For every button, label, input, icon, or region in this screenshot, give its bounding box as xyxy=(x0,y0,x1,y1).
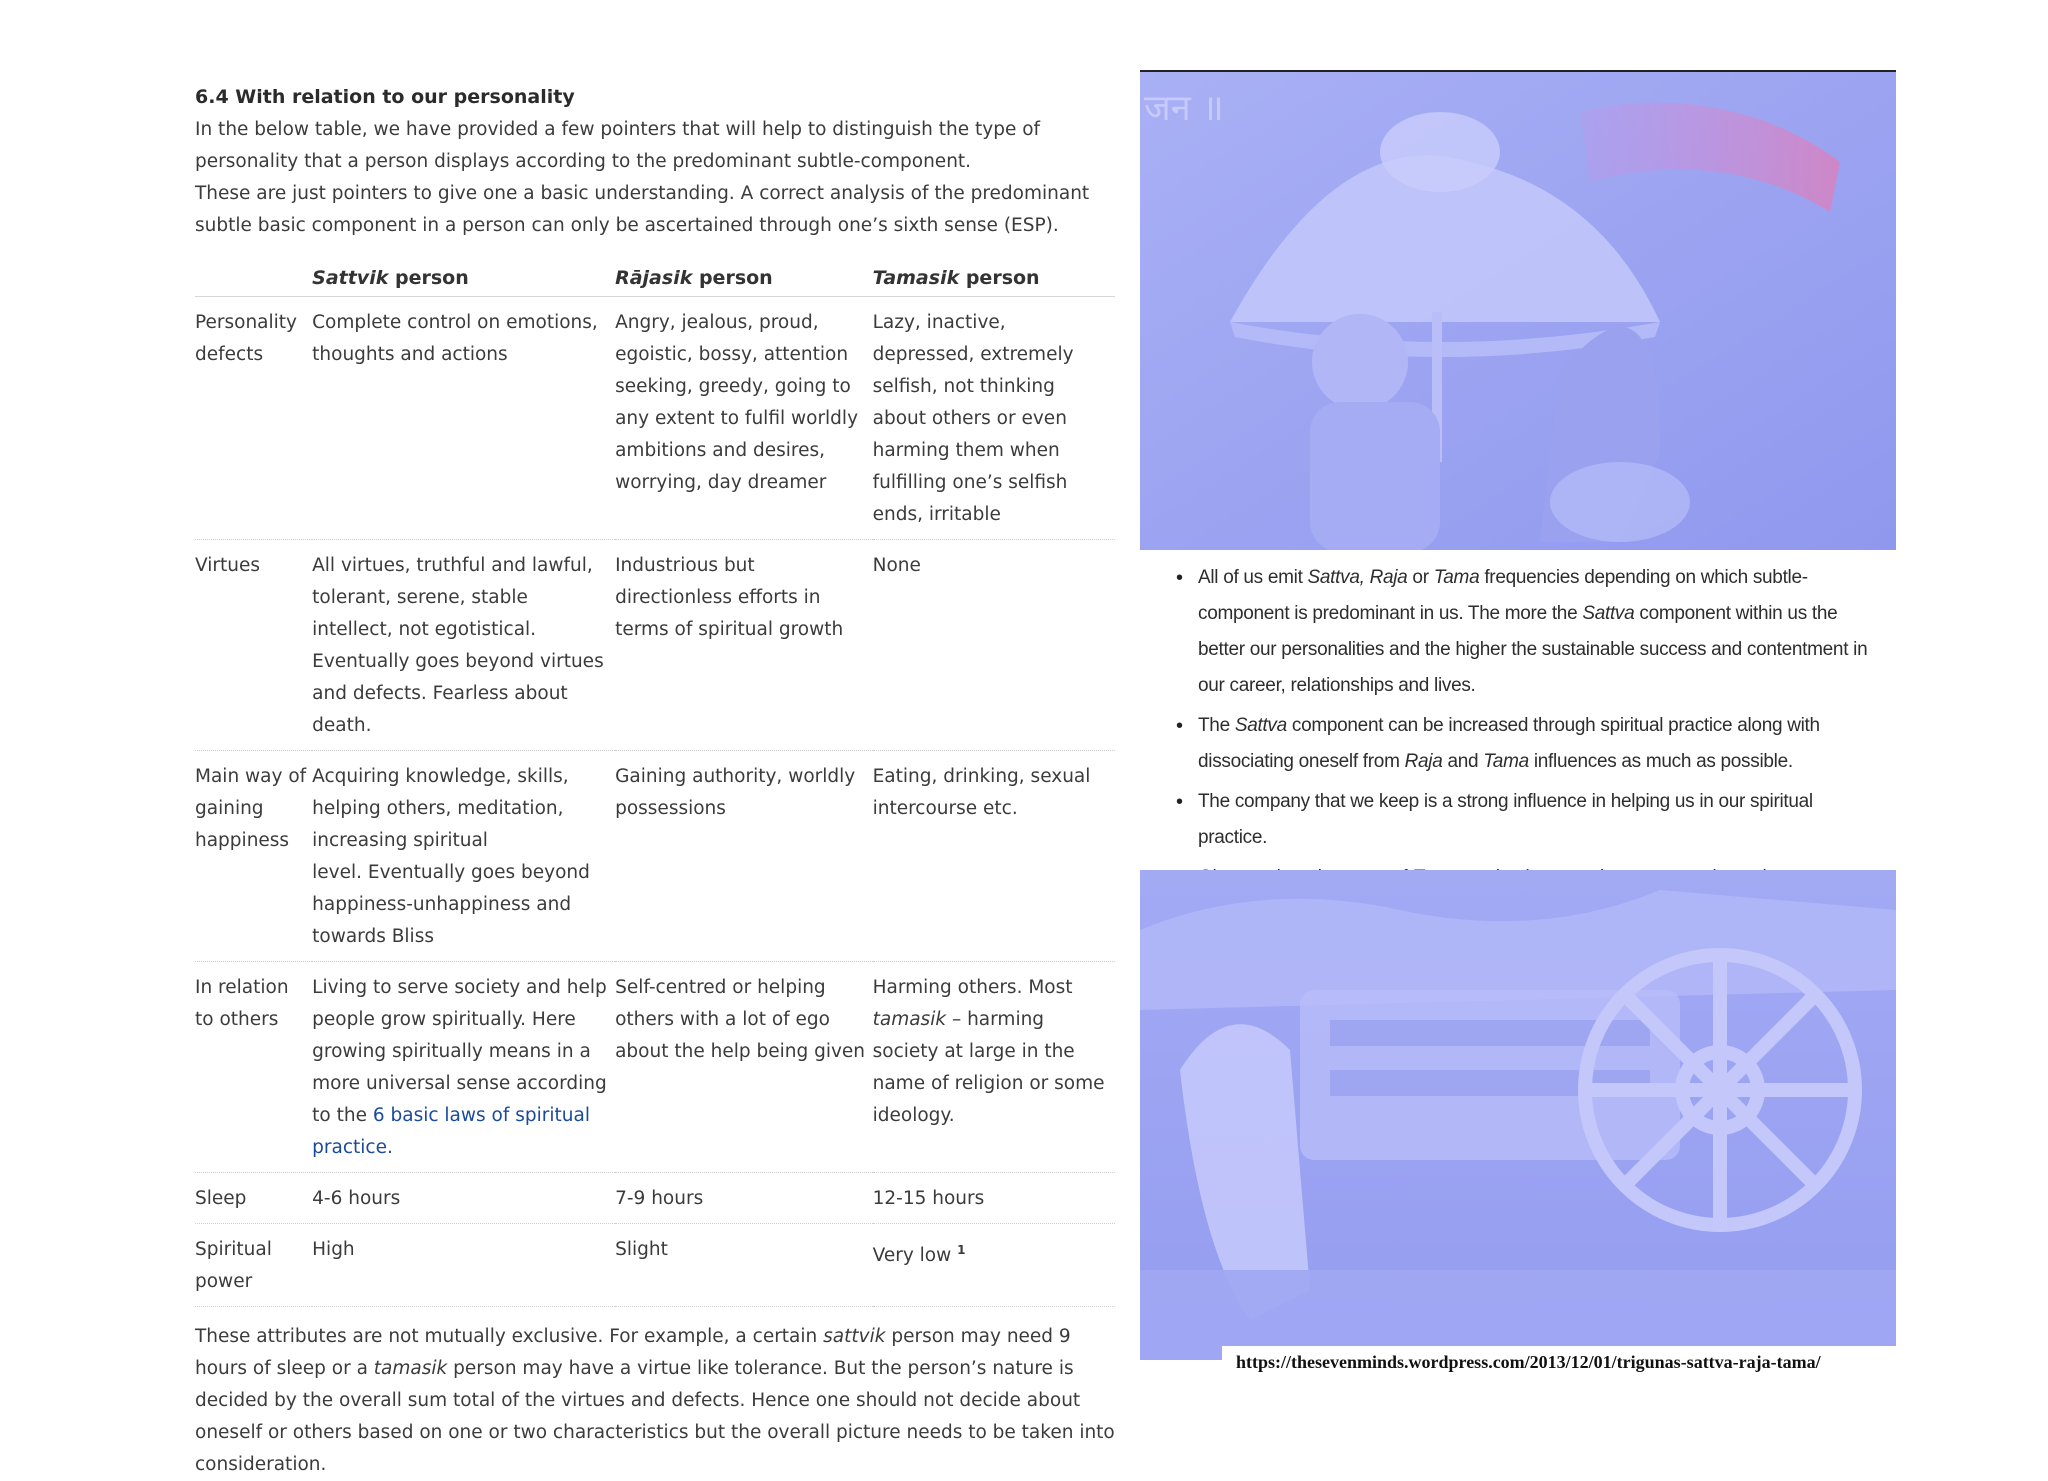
cell-sattvik: High xyxy=(312,1224,615,1307)
cell-rajasik: 7-9 hours xyxy=(615,1173,873,1224)
cell-tamasik: None xyxy=(873,540,1115,751)
closing-note: These attributes are not mutually exclusive. For example, a certain sattvik person may need 9 hours of sleep or a tamasik person may have a virtue like tolerance. But the person’s nature is decided by the overall sum total of the virtues and defects. Hence one should not decide about oneself or others based on one or two characteristics but the overall picture needs to be taken into consideration. xyxy=(195,1326,1115,1475)
cell-sattvik: Living to serve society and help people grow spiritually. Here growing spiritually means in a more universal sense according to the 6 basic laws of spiritual practice. xyxy=(312,962,615,1173)
chariot-umbrella-image xyxy=(1140,70,1896,550)
table-row xyxy=(195,1224,1115,1307)
cell-rajasik: Gaining authority, worldly possessions xyxy=(615,751,873,962)
header-sattvik: Sattvik person xyxy=(312,256,615,297)
chariot-wheel-image xyxy=(1140,870,1896,1360)
list-item: • All of us emit Sattva, Raja or Tama frequencies depending on which subtle-component is predominant in us. The more the Sattva component within us the better our personalities and the higher the sustainable success and contentment in our career, relationships and lives. xyxy=(1176,560,1876,704)
table-row xyxy=(195,962,1115,1173)
right-column xyxy=(1140,70,1896,848)
header-tamasik: Tamasik person xyxy=(873,256,1115,297)
spiritual-laws-link[interactable]: 6 basic laws of spiritual practice. xyxy=(312,1105,590,1158)
row-label: Personality defects xyxy=(195,297,312,540)
row-label: Main way of gaining happiness xyxy=(195,751,312,962)
table-row xyxy=(195,751,1115,962)
row-label: In relation to others xyxy=(195,962,312,1173)
source-url[interactable]: https://thesevenminds.wordpress.com/2013/12/01/trigunas-sattva-raja-tama/ xyxy=(1222,1346,1896,1378)
cell-sattvik: Acquiring knowledge, skills, helping others, meditation, increasing spiritual level. Eventually goes beyond happiness-unhappiness and towards Bliss xyxy=(312,751,615,962)
cell-sattvik: All virtues, truthful and lawful, tolerant, serene, stable intellect, not egotistical. Eventually goes beyond virtues and defects. Fearless about death. xyxy=(312,540,615,751)
cell-tamasik: Eating, drinking, sexual intercourse etc. xyxy=(873,751,1115,962)
row-label: Spiritual power xyxy=(195,1224,312,1307)
table-row xyxy=(195,540,1115,751)
row-label: Sleep xyxy=(195,1173,312,1224)
table-row xyxy=(195,1173,1115,1224)
footnote-marker[interactable]: 1 xyxy=(957,1243,966,1257)
cell-tamasik: 12-15 hours xyxy=(873,1173,1115,1224)
cell-tamasik: Harming others. Most tamasik – harming society at large in the name of religion or some ideology. xyxy=(873,962,1115,1173)
header-empty xyxy=(195,256,312,297)
cell-sattvik: Complete control on emotions, thoughts and actions xyxy=(312,297,615,540)
header-rajasik: Rājasik person xyxy=(615,256,873,297)
intro-paragraph-1: In the below table, we have provided a few pointers that will help to distinguish the type of personality that a person displays according to the predominant subtle-component. xyxy=(195,119,1041,172)
chariot-wheel-illustration xyxy=(1140,870,1896,1360)
cell-tamasik: Very low $^1$ xyxy=(873,1224,1115,1307)
row-label: Virtues xyxy=(195,540,312,751)
cell-tamasik: Lazy, inactive, depressed, extremely selfish, not thinking about others or even harming them when fulfilling one’s selfish ends, irritable xyxy=(873,297,1115,540)
cell-rajasik: Slight xyxy=(615,1224,873,1307)
chariot-umbrella-illustration xyxy=(1140,72,1896,550)
cell-sattvik: 4-6 hours xyxy=(312,1173,615,1224)
table-header-row xyxy=(195,256,1115,297)
left-column xyxy=(195,86,1115,1481)
cell-rajasik: Self-centred or helping others with a lot of ego about the help being given xyxy=(615,962,873,1173)
devanagari-fragment: जन ॥ xyxy=(1144,88,1224,129)
cell-rajasik: Industrious but directionless efforts in terms of spiritual growth xyxy=(615,540,873,751)
personality-table xyxy=(195,256,1115,1307)
intro-paragraph-2: These are just pointers to give one a basic understanding. A correct analysis of the predominant subtle basic component in a person can only be ascertained through one’s sixth sense (ESP). xyxy=(195,183,1090,236)
section-title: 6.4 With relation to our personality xyxy=(195,86,575,108)
cell-rajasik: Angry, jealous, proud, egoistic, bossy, attention seeking, greedy, going to any extent to fulfil worldly ambitions and desires, worrying, day dreamer xyxy=(615,297,873,540)
list-item: • The Sattva component can be increased through spiritual practice along with dissociating oneself from Raja and Tama influences as much as possible. xyxy=(1176,708,1876,780)
list-item: • The company that we keep is a strong influence in helping us in our spiritual practice. xyxy=(1176,784,1876,856)
table-row xyxy=(195,297,1115,540)
